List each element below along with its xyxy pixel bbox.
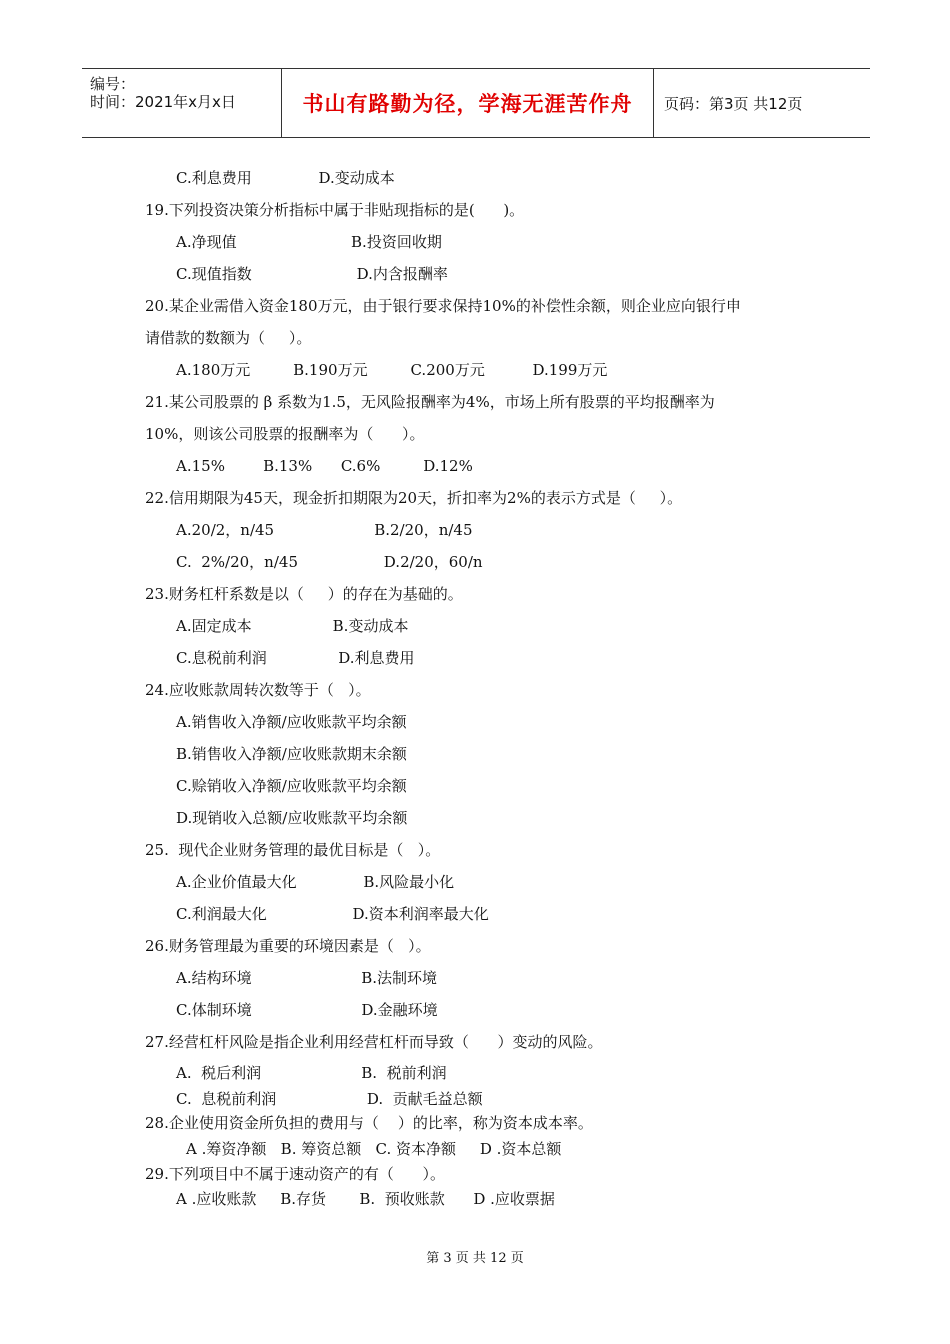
option-line: A.结构环境 B.法制环境 xyxy=(176,969,438,987)
option-line: A.15% B.13% C.6% D.12% xyxy=(176,457,473,475)
option-line: D.现销收入总额/应收账款平均余额 xyxy=(176,809,408,827)
question-21: 21.某公司股票的 β 系数为1.5，无风险报酬率为4%，市场上所有股票的平均报酬率为 xyxy=(145,393,715,411)
option-line: B.销售收入净额/应收账款期末余额 xyxy=(176,745,407,763)
page-footer: 第 3 页 共 12 页 xyxy=(426,1251,524,1266)
option-line: C.体制环境 D.金融环境 xyxy=(176,1001,438,1019)
option-line: C. 息税前利润 D. 贡献毛益总额 xyxy=(176,1090,483,1108)
option-line: C.利息费用 D.变动成本 xyxy=(176,169,395,187)
question-29: 29.下列项目中不属于速动资产的有（ ）。 xyxy=(145,1165,445,1183)
option-line: C.息税前利润 D.利息费用 xyxy=(176,649,415,667)
question-25: 25. 现代企业财务管理的最优目标是（ ）。 xyxy=(145,841,441,859)
question-20: 20.某企业需借入资金180万元，由于银行要求保持10%的补偿性余额，则企业应向银行申 xyxy=(145,297,741,315)
question-27: 27.经营杠杆风险是指企业利用经营杠杆而导致（ ）变动的风险。 xyxy=(145,1033,603,1051)
option-line: C. 2%/20，n/45 D.2/20，60/n xyxy=(176,553,483,571)
option-line: A.固定成本 B.变动成本 xyxy=(176,617,409,635)
option-line: A. 税后利润 B. 税前利润 xyxy=(176,1064,447,1082)
question-23: 23.财务杠杆系数是以（ ）的存在为基础的。 xyxy=(145,585,463,603)
question-22: 22.信用期限为45天，现金折扣期限为20天，折扣率为2%的表示方式是（ ）。 xyxy=(145,489,683,507)
option-line: A.净现值 B.投资回收期 xyxy=(176,233,442,251)
question-text: 10%，则该公司股票的报酬率为（ ）。 xyxy=(145,425,425,443)
header-meta xyxy=(82,69,282,137)
question-19: 19.下列投资决策分析指标中属于非贴现指标的是( )。 xyxy=(145,201,525,219)
option-line: A .筹资净额 B. 筹资总额 C. 资本净额 D .资本总额 xyxy=(186,1140,562,1158)
page-indicator: 页码：第3页 共12页 xyxy=(664,94,803,113)
option-line: A.20/2，n/45 B.2/20，n/45 xyxy=(176,521,473,539)
option-line: A .应收账款 B.存货 B. 预收账款 D .应收票据 xyxy=(176,1190,555,1208)
page-header xyxy=(82,68,870,138)
question-28: 28.企业使用资金所负担的费用与（ ）的比率，称为资本成本率。 xyxy=(145,1114,593,1132)
motto: 书山有路勤为径，学海无涯苦作舟 xyxy=(282,69,654,137)
option-line: C.利润最大化 D.资本利润率最大化 xyxy=(176,905,489,923)
option-line: A.180万元 B.190万元 C.200万元 D.199万元 xyxy=(176,361,608,379)
question-text: 请借款的数额为（ ）。 xyxy=(145,329,312,347)
serial-label: 编号： xyxy=(90,75,136,93)
option-line: C.赊销收入净额/应收账款平均余额 xyxy=(176,777,407,795)
question-24: 24.应收账款周转次数等于（ ）。 xyxy=(145,681,371,699)
question-26: 26.财务管理最为重要的环境因素是（ ）。 xyxy=(145,937,431,955)
time-label: 时间：2021年x月x日 xyxy=(90,93,236,111)
option-line: A.企业价值最大化 B.风险最小化 xyxy=(176,873,455,891)
option-line: A.销售收入净额/应收账款平均余额 xyxy=(176,713,407,731)
option-line: C.现值指数 D.内含报酬率 xyxy=(176,265,448,283)
